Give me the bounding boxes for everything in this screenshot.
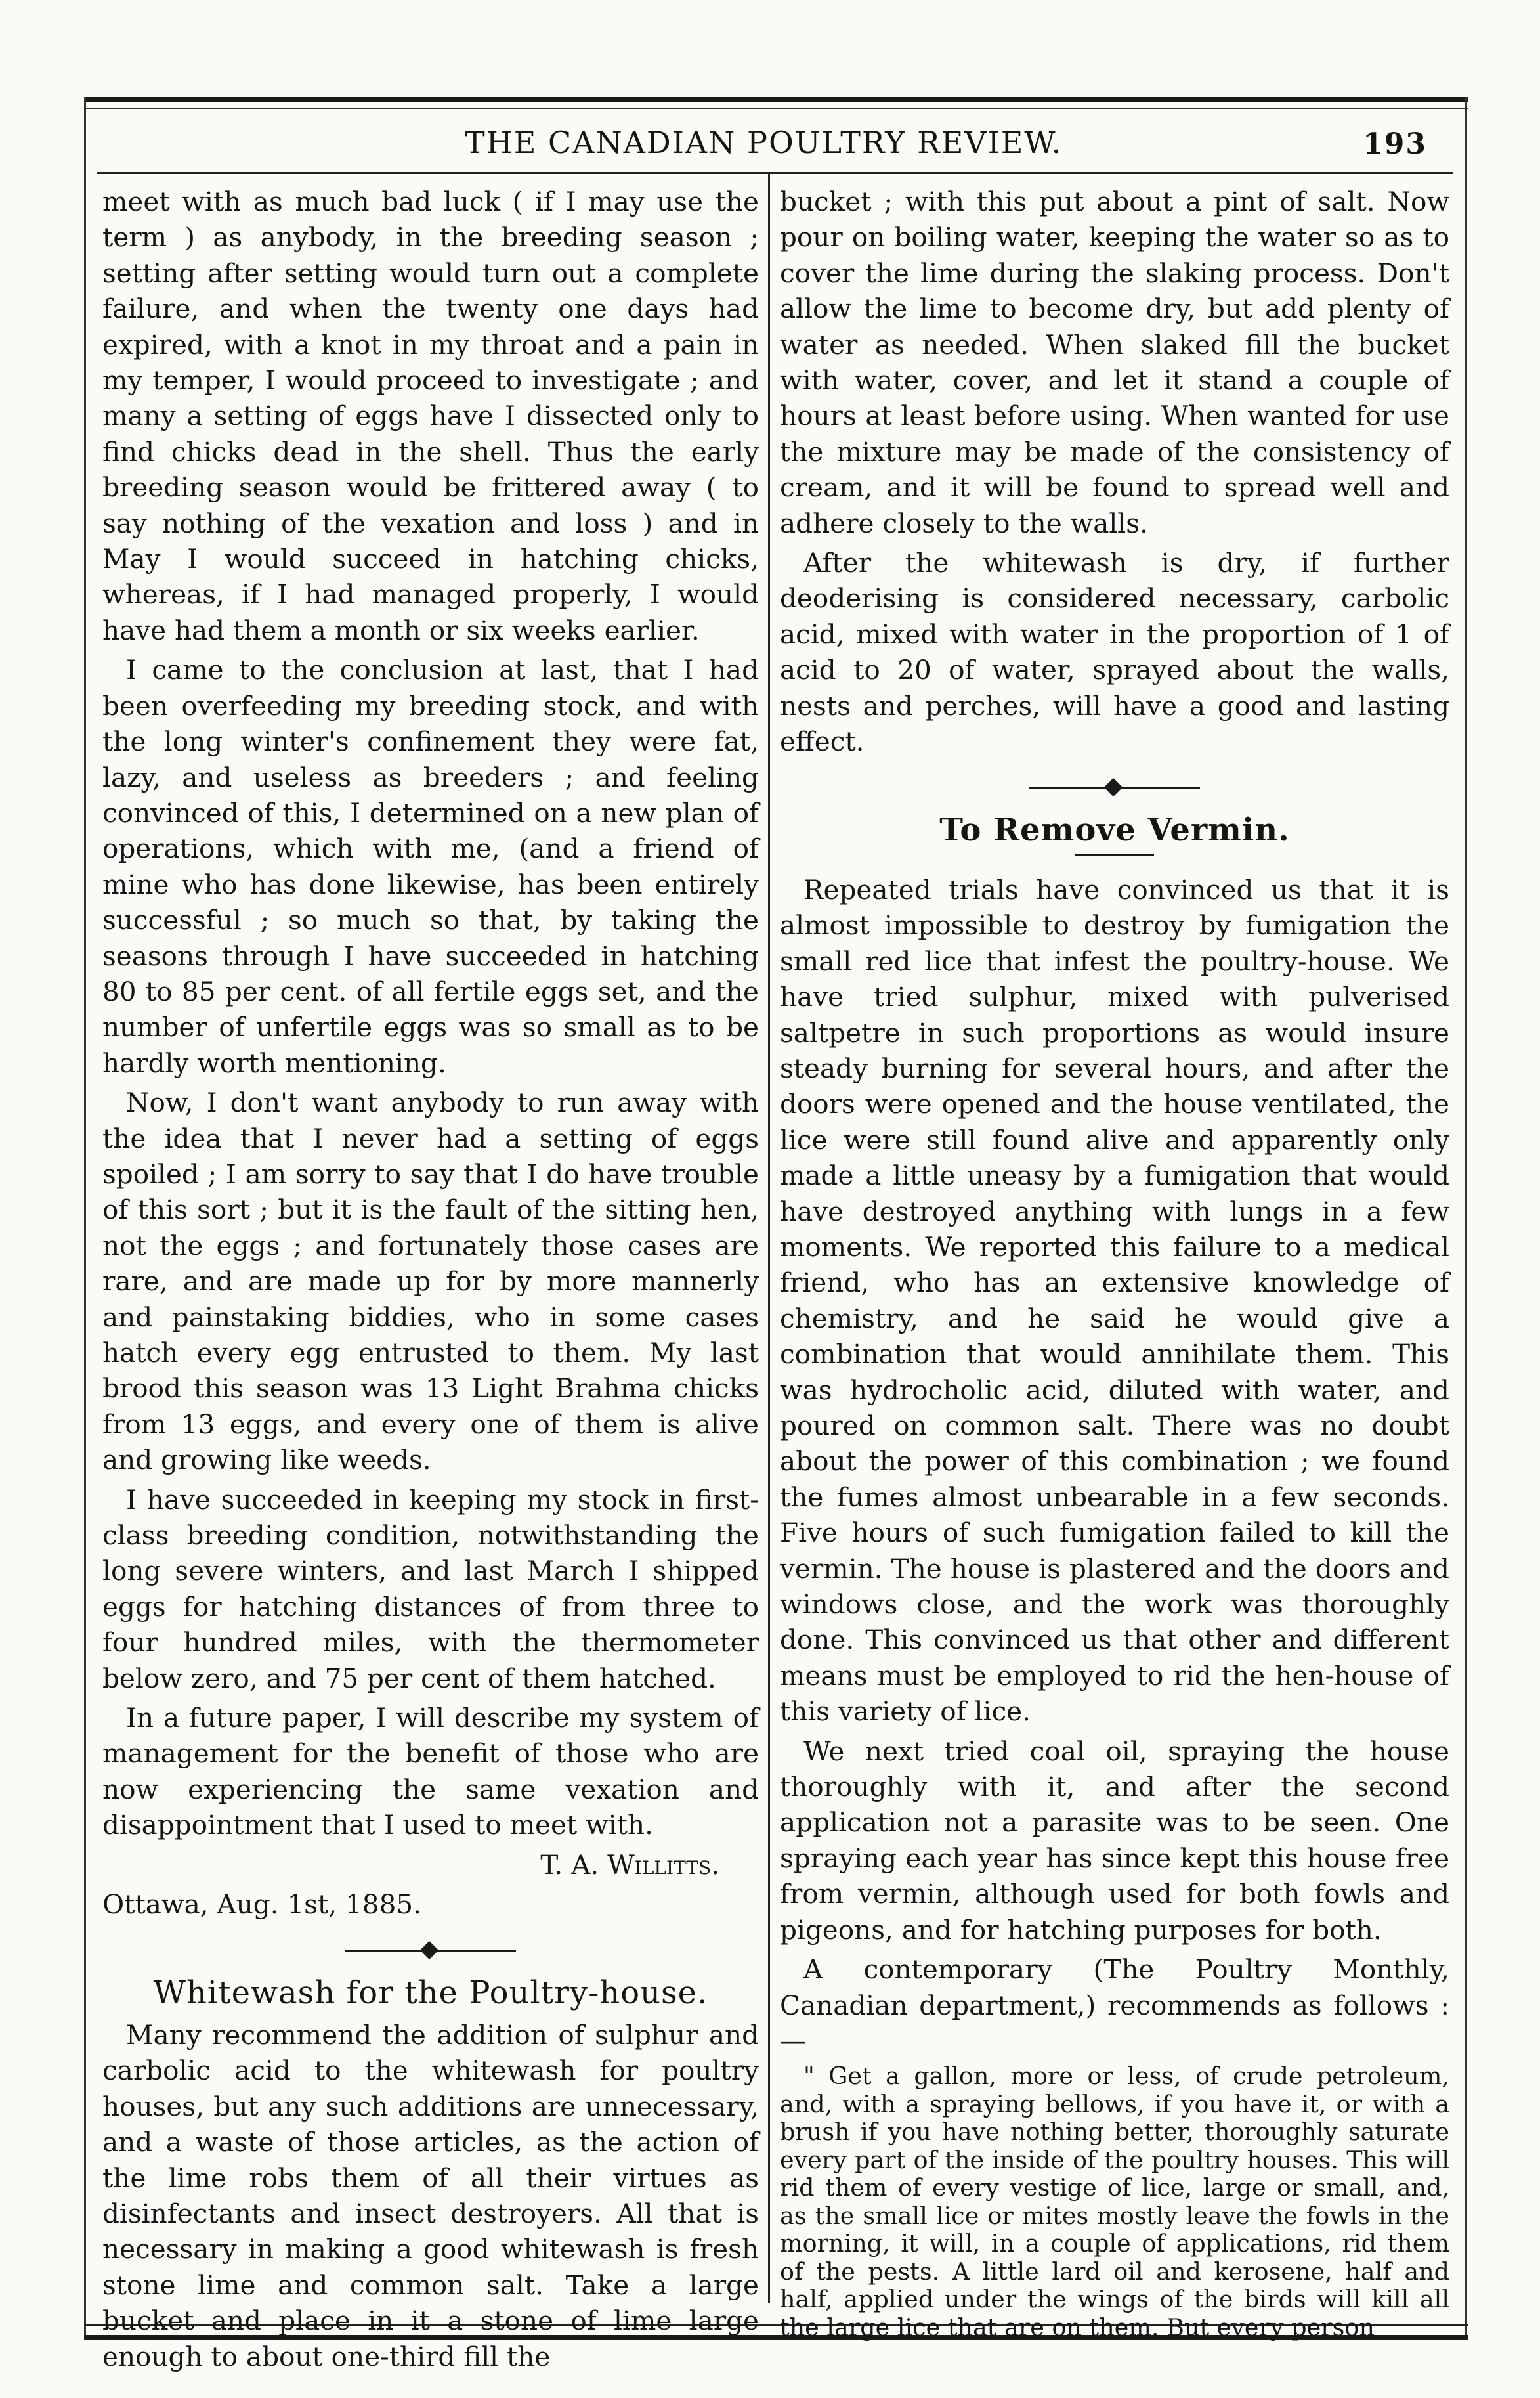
running-header — [97, 116, 1453, 168]
frame-rule-top — [84, 97, 1468, 102]
article-paragraph: We next tried coal oil, spraying the house thoroughly with it, and after the second application not a parasite was to be seen. One spraying each year has since kept this house free from vermin, although used for both fowls and pigeons, and for hatching purposes for both. — [780, 1735, 1449, 1946]
article-paragraph: Many recommend the addition of sulphur and carbolic acid to the whitewash for poultry houses, but any such additions are unnecessary, and a waste of those articles, as the action of the lime robs them of all their virtues as disinfectants and insect destroyers. All that is necessary in making a good whitewash is fresh stone lime and common salt. Take a large bucket and place in it a stone of lime large enough to about one-third fill the — [102, 2018, 759, 2372]
article-paragraph: In a future paper, I will describe my system of management for the benefit of those who are now experiencing the same vexation and disappointment that I used to meet with. — [102, 1702, 759, 1841]
quoted-passage: " Get a gallon, more or less, of crude petroleum, and, with a spraying bellows, if you have it, or with a brush if you have nothing better, thoroughly saturate every part of the inside of the poultry houses. This will rid them of every vestige of lice, large or small, and, as the small lice or mites mostly leave the fowls in the morning, it will, in a couple of applications, rid them of the pests. A little lard oil and kerosene, half and half, applied under the wings of the birds will kill all the large lice that are on them. But every person — [780, 2062, 1449, 2342]
author-signature: T. A. Willitts. — [540, 1848, 719, 1881]
publication-title: THE CANADIAN POULTRY REVIEW. — [465, 125, 1063, 160]
article-paragraph: Now, I don't want anybody to run away with the idea that I never had a setting of eggs spoiled ; I am sorry to say that I do have trouble of this sort ; but it is the fault of the sitting hen, not the eggs ; and fortunately those cases are rare, and are made up for by more mannerly and painstaking biddies, who in some cases hatch every egg entrusted to them. My last brood this season was 13 Light Brahma chicks from 13 eggs, and every one of them is alive and growing like weeds. — [102, 1087, 759, 1476]
article-paragraph: I have succeeded in keeping my stock in first-class breeding condition, notwithstanding the long severe winters, and last March I shipped eggs for hatching distances of from three to four hundred miles, with the thermometer below zero, and 75 per cent of them hatched. — [102, 1483, 759, 1694]
section-divider-ornament — [1029, 783, 1200, 793]
heading-underline — [1075, 854, 1154, 856]
dateline: Ottawa, Aug. 1st, 1885. — [102, 1888, 421, 1921]
frame-rule-left — [84, 97, 86, 2340]
frame-rule-top-thin — [84, 108, 1468, 109]
article-paragraph: After the whitewash is dry, if further deoderising is considered necessary, carbolic acid, mixed with water in the proportion of 1 of acid to 20 of water, sprayed about the walls, nests and perches, will have a good and lasting effect. — [780, 547, 1449, 758]
article-heading-whitewash: Whitewash for the Poultry-house. — [153, 1974, 708, 2011]
frame-rule-right — [1465, 97, 1467, 2340]
right-column — [780, 184, 1449, 2345]
article-heading-vermin: To Remove Vermin. — [939, 811, 1290, 848]
page-number: 193 — [1363, 127, 1427, 161]
article-paragraph: bucket ; with this put about a pint of salt. Now pour on boiling water, keeping the water so as to cover the lime during the slaking process. Don't allow the lime to become dry, but add plenty of water as needed. When slaked fill the bucket with water, cover, and let it stand a couple of hours at least before using. When wanted for use the mixture may be made of the consistency of cream, and it will be found to spread well and adhere closely to the walls. — [780, 186, 1449, 539]
header-rule — [97, 172, 1453, 174]
article-paragraph: meet with as much bad luck ( if I may use the term ) as anybody, in the breeding season ; setting after setting would turn out a complete failure, and when the twenty one days had expired, with a knot in my throat and a pain in my temper, I would proceed to investigate ; and many a setting of eggs have I dissected only to find chicks dead in the shell. Thus the early breeding season would be frittered away ( to say nothing of the vexation and loss ) and in May I would succeed in hatching chicks, whereas, if I had managed properly, I would have had them a month or six weeks earlier. — [102, 186, 759, 646]
section-divider-ornament — [345, 1946, 516, 1955]
left-column — [102, 184, 759, 2378]
article-paragraph: A contemporary (The Poultry Monthly, Canadian department,) recommends as follows :— — [780, 1953, 1449, 2057]
article-paragraph: I came to the conclusion at last, that I had been overfeeding my breeding stock, and with the long winter's confinement they were fat, lazy, and useless as breeders ; and feeling convinced of this, I determined on a new plan of operations, which with me, (and a friend of mine who has done likewise, has been entirely successful ; so much so that, by taking the seasons through I have succeeded in hatching 80 to 85 per cent. of all fertile eggs set, and the number of unfertile eggs was so small as to be hardly worth mentioning. — [102, 654, 759, 1079]
column-divider — [768, 173, 770, 2303]
article-paragraph: Repeated trials have convinced us that it is almost impossible to destroy by fumigation the small red lice that infest the poultry-house. We have tried sulphur, mixed with pulverised saltpetre in such proportions as would insure steady burning for several hours, and after the doors were opened and the house ventilated, the lice were still found alive and apparently only made a little uneasy by a fumigation that would have destroyed anything with lungs in a few moments. We reported this failure to a medical friend, who has an extensive knowledge of chemistry, and he said he would give a combination that would annihilate them. This was hydrocholic acid, diluted with water, and poured on common salt. There was no doubt about the power of this combination ; we found the fumes almost unbearable in a few seconds. Five hours of such fumigation failed to kill the vermin. The house is plastered and the doors and windows close, and the work was thoroughly done. This convinced us that other and different means must be employed to rid the hen-house of this variety of lice. — [780, 873, 1449, 1728]
